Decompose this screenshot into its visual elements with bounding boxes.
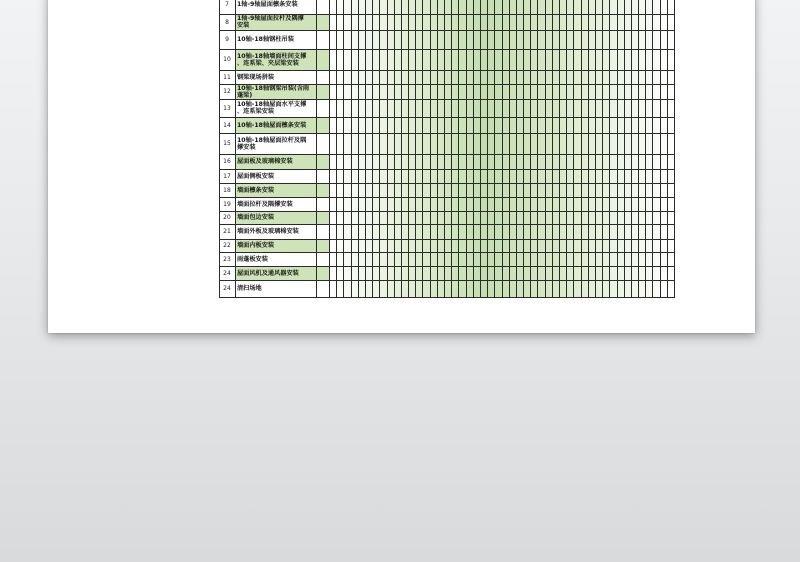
day-column-line: [652, 0, 653, 298]
row-number: 24: [223, 285, 231, 292]
grid-hline: [219, 14, 675, 15]
task-name: 清扫场地: [237, 285, 262, 292]
row-number: 13: [223, 104, 231, 112]
duration-cell: [316, 252, 329, 266]
task-name: 墙面外板及玻璃棉安装: [237, 228, 299, 235]
task-name: 墙面檩条安装: [235, 183, 316, 197]
day-column-line: [473, 0, 474, 298]
row-number: 22: [223, 242, 231, 249]
row-number: 12: [223, 88, 231, 95]
day-column-line: [509, 0, 510, 298]
task-name: 屋面风机及通风器安装: [235, 266, 316, 280]
day-column-line: [609, 0, 610, 298]
document-page: [48, 0, 755, 333]
task-name: 10轴-18轴钢梁吊装(含雨 蓬梁): [235, 84, 316, 99]
row-number: 15: [223, 140, 231, 147]
row-number: 18: [223, 186, 231, 194]
row-number: 21: [223, 228, 231, 235]
day-column-line: [466, 0, 467, 298]
day-column-line: [638, 0, 639, 298]
row-number: 14: [223, 121, 231, 129]
row-number: 9: [225, 36, 229, 43]
day-column-line: [415, 0, 416, 298]
task-name: 1轴-9轴屋面拉杆及隅撑 安装: [235, 14, 316, 30]
day-column-line: [494, 0, 495, 298]
row-number: 11: [223, 73, 231, 81]
grid-hline: [219, 117, 675, 118]
day-column-line: [458, 0, 459, 298]
day-column-line: [588, 0, 589, 298]
task-name: 钢梁现场拼装: [237, 73, 275, 81]
duration-cell: [316, 30, 329, 49]
row-number: 24: [223, 269, 231, 277]
row-number: 17: [223, 172, 231, 180]
grid-hline: [219, 49, 675, 50]
day-column-line: [358, 0, 359, 298]
day-column-line: [631, 0, 632, 298]
day-column-line: [444, 0, 445, 298]
row-number: 7: [225, 1, 229, 8]
grid-hline: [219, 297, 675, 298]
task-name: 墙面包边安装: [235, 211, 316, 224]
duration-cell: [316, 224, 329, 239]
duration-cell: [316, 183, 329, 197]
day-column-line: [401, 0, 402, 298]
grid-hline: [219, 224, 675, 225]
task-name: 10轴-18轴屋面拉杆及隅 撑安装: [237, 136, 307, 151]
grid-vline: [329, 0, 330, 298]
row-number: 8: [225, 18, 229, 26]
day-column-line: [545, 0, 546, 298]
duration-cell: [316, 117, 329, 133]
grid-hline: [219, 30, 675, 31]
day-column-line: [667, 0, 668, 298]
task-name: 10轴-18轴墙面柱间支撑 、连系梁、夹层梁安装: [235, 49, 316, 70]
task-name: 墙面内板安装: [235, 239, 316, 252]
duration-cell: [316, 239, 329, 252]
duration-cell: [316, 280, 329, 297]
row-number: 16: [223, 158, 231, 165]
grid-hline: [219, 280, 675, 281]
day-column-line: [552, 0, 553, 298]
grid-hline: [219, 99, 675, 100]
row-number: 20: [223, 214, 231, 221]
day-column-line: [372, 0, 373, 298]
day-column-line: [437, 0, 438, 298]
grid-hline: [219, 154, 675, 155]
grid-hline: [219, 211, 675, 212]
day-column-line: [343, 0, 344, 298]
day-column-line: [451, 0, 452, 298]
day-column-line: [645, 0, 646, 298]
duration-cell: [316, 84, 329, 99]
day-column-line: [480, 0, 481, 298]
day-column-line: [595, 0, 596, 298]
day-column-line: [617, 0, 618, 298]
day-column-line: [336, 0, 337, 298]
task-name: 10轴-18轴钢柱吊装: [237, 36, 294, 43]
day-column-line: [502, 0, 503, 298]
day-column-line: [537, 0, 538, 298]
day-column-line: [365, 0, 366, 298]
duration-cell: [316, 49, 329, 70]
grid-hline: [219, 169, 675, 170]
day-column-line: [387, 0, 388, 298]
duration-cell: [316, 211, 329, 224]
duration-cell: [316, 0, 329, 14]
day-column-line: [351, 0, 352, 298]
grid-hline: [219, 84, 675, 85]
day-column-line: [430, 0, 431, 298]
grid-vline: [235, 0, 236, 298]
day-column-line: [487, 0, 488, 298]
row-number: 10: [223, 56, 231, 63]
task-name: 1轴-9轴屋面檩条安装: [237, 1, 298, 8]
day-column-line: [523, 0, 524, 298]
task-name: 10轴-18轴屋面檩条安装: [235, 117, 316, 133]
task-name: 墙面拉杆及隅撑安装: [237, 200, 293, 208]
grid-hline: [219, 133, 675, 134]
duration-cell: [316, 70, 329, 84]
day-column-line: [624, 0, 625, 298]
day-column-line: [394, 0, 395, 298]
day-column-line: [408, 0, 409, 298]
schedule-table: [219, 0, 675, 298]
day-column-line: [573, 0, 574, 298]
day-column-line: [379, 0, 380, 298]
day-column-line: [566, 0, 567, 298]
day-column-line: [422, 0, 423, 298]
duration-cell: [316, 154, 329, 169]
duration-cell: [316, 169, 329, 183]
day-column-line: [602, 0, 603, 298]
grid-vline: [316, 0, 317, 298]
day-column-line: [559, 0, 560, 298]
grid-hline: [219, 70, 675, 71]
grid-vline: [219, 0, 220, 298]
duration-cell: [316, 99, 329, 117]
grid-hline: [219, 197, 675, 198]
duration-cell: [316, 197, 329, 211]
grid-hline: [219, 266, 675, 267]
task-name: 屋面侧板安装: [237, 172, 275, 180]
row-number: 23: [223, 255, 231, 263]
task-name: 屋面板及玻璃棉安装: [235, 154, 316, 169]
day-column-line: [581, 0, 582, 298]
duration-cell: [316, 266, 329, 280]
grid-hline: [219, 239, 675, 240]
task-name: 雨蓬板安装: [237, 255, 268, 263]
day-column-line: [530, 0, 531, 298]
day-column-line: [516, 0, 517, 298]
grid-hline: [219, 252, 675, 253]
row-number: 19: [223, 200, 231, 208]
task-name: 10轴-18轴屋面水平支撑 、连系梁安装: [237, 101, 307, 115]
duration-cell: [316, 14, 329, 30]
day-column-line: [674, 0, 675, 298]
grid-hline: [219, 183, 675, 184]
day-column-line: [660, 0, 661, 298]
duration-cell: [316, 133, 329, 154]
